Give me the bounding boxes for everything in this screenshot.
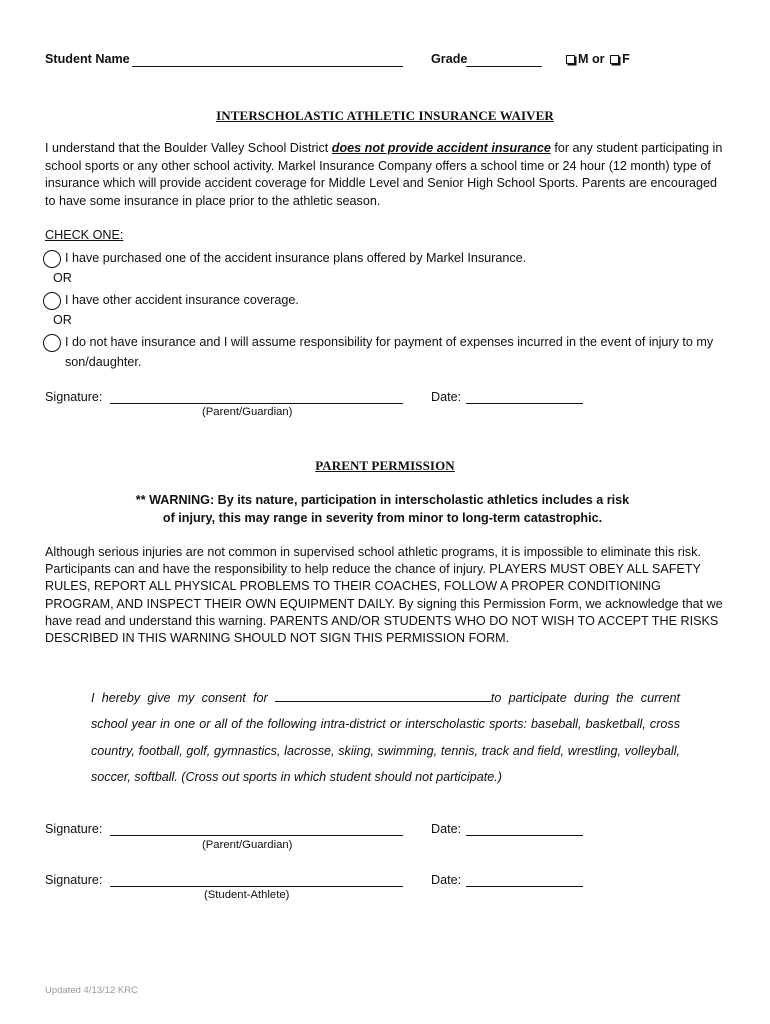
student-date-label: Date:: [431, 873, 462, 887]
grade-field[interactable]: [466, 52, 542, 67]
option1-radio[interactable]: [43, 250, 61, 268]
permission-body: Although serious injuries are not common in supervised school athletic programs, it is impossible to eliminate this risk. Participants can and have the responsibility to help reduce the chance of injury. PLAYERS MUST OBEY ALL SAFETY RULES, REPORT ALL PHYSICAL PROBLEMS TO THEIR COACHES, FOLLOW A PROPER CONDITIONING PROGRAM, AND INSPECT THEIR OWN EQUIPMENT DAILY. By signing this Permission Form, we acknowledge that we have read and understand this warning. PARENTS AND/OR STUDENTS WHO DO NOT WISH TO ACCEPT THE RISKS DESCRIBED IN THIS WARNING SHOULD NOT SIGN THIS PERMISSION FORM.: [45, 545, 723, 646]
gender-m-label: M or: [578, 52, 605, 66]
footer-updated: Updated 4/13/12 KRC: [45, 985, 138, 996]
student-consent-field[interactable]: [275, 688, 491, 702]
parent-signature-field[interactable]: [110, 821, 403, 836]
student-date-field[interactable]: [466, 872, 583, 887]
option1-label: I have purchased one of the accident insurance plans offered by Markel Insurance.: [65, 251, 527, 265]
student-signature-role: (Student-Athlete): [204, 889, 290, 901]
waiver-intro: I understand that the Boulder Valley School District does not provide accident insurance for any student participating in school sports or any other school activity. Markel Insurance Company offers a school time or 24 hour (12 month) type of insurance which will provide accident coverage for Middle Level and Senior High School Sports. Parents are encouraged to have some insurance in place prior to the athletic season.: [45, 141, 723, 208]
parent-date-label: Date:: [431, 822, 462, 836]
waiver-title: INTERSCHOLASTIC ATHLETIC INSURANCE WAIVER: [216, 108, 554, 123]
or-label-1: OR: [53, 271, 72, 285]
gender-options: [566, 52, 630, 66]
warning-text: ** WARNING: By its nature, participation in interscholastic athletics includes a risk of injury, this may range in severity from minor to long-term catastrophic.: [135, 493, 630, 525]
parent-signature-label: Signature:: [45, 822, 103, 836]
option2-label: I have other accident insurance coverage.: [65, 293, 299, 307]
intro-emphasis: does not provide accident insurance: [331, 141, 551, 155]
permission-title: PARENT PERMISSION: [315, 458, 455, 473]
waiver-date-field[interactable]: [466, 389, 583, 404]
option3-label-cont: son/daughter.: [65, 355, 142, 369]
parent-signature-role: (Parent/Guardian): [202, 839, 293, 851]
gender-f-checkbox[interactable]: [610, 55, 619, 64]
student-signature-label: Signature:: [45, 873, 103, 887]
option2-radio[interactable]: [43, 292, 61, 310]
consent-paragraph: I hereby give my consent for to participate during the current school year in one or all of the following intra-district or interscholastic sports: baseball, basketball, cross country, football, golf, gymnastics, lacrosse, skiing, swimming, tennis, track and field, wrestling, volleyball, soccer, softball. (Cross out sports in which student should not participate.): [91, 685, 680, 791]
option3-radio[interactable]: [43, 334, 61, 352]
option3-label: I do not have insurance and I will assume responsibility for payment of expenses incurred in the event of injury to my: [65, 335, 714, 349]
or-label-2: OR: [53, 313, 72, 327]
waiver-signature-field[interactable]: [110, 389, 403, 404]
grade-label: Grade: [431, 52, 468, 66]
waiver-signature-label: Signature:: [45, 390, 103, 404]
check-one-label: CHECK ONE:: [45, 228, 124, 242]
waiver-signature-role: (Parent/Guardian): [202, 406, 293, 418]
waiver-date-label: Date:: [431, 390, 462, 404]
gender-f-label: F: [622, 52, 630, 66]
parent-date-field[interactable]: [466, 821, 583, 836]
student-signature-field[interactable]: [110, 872, 403, 887]
student-name-label: Student Name: [45, 52, 130, 66]
gender-m-checkbox[interactable]: [566, 55, 575, 64]
student-name-field[interactable]: [132, 52, 403, 67]
